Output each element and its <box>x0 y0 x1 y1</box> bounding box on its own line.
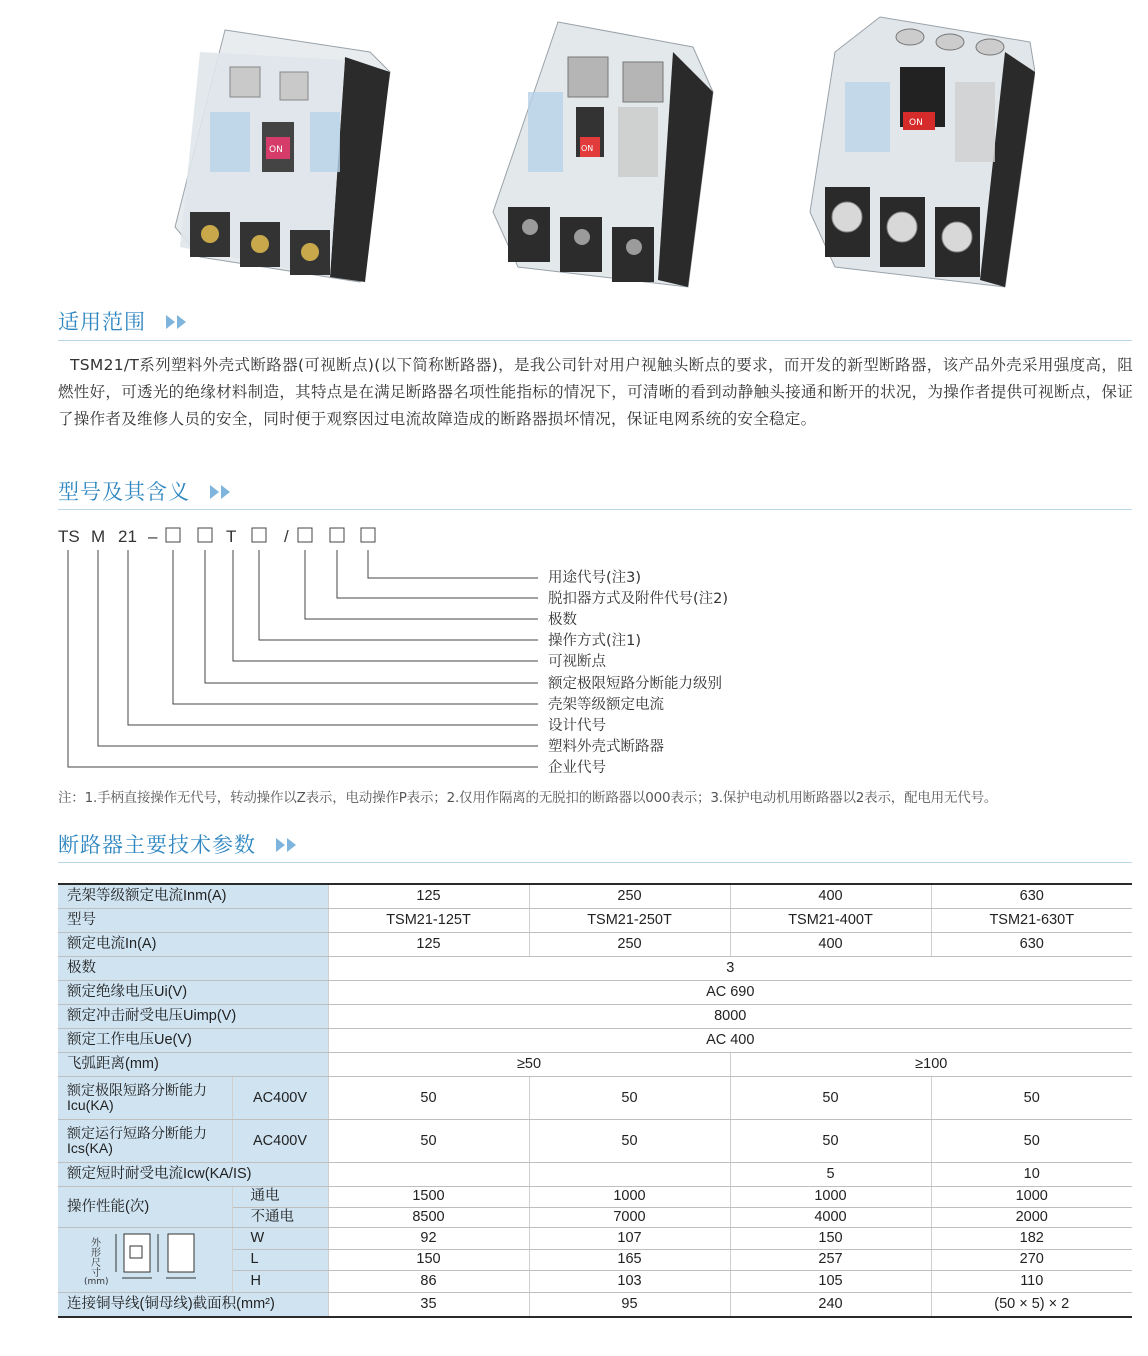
table-cell: 50 <box>730 1077 931 1120</box>
table-cell: 50 <box>529 1120 730 1163</box>
table-cell: (50 × 5) × 2 <box>931 1293 1132 1318</box>
table-row <box>58 909 1132 933</box>
table-cell: 50 <box>328 1077 529 1120</box>
table-cell: 257 <box>730 1249 931 1271</box>
table-row <box>58 884 1132 909</box>
table-row <box>58 1053 1132 1077</box>
row-sublabel: AC400V <box>232 1077 328 1120</box>
table-row <box>58 957 1132 981</box>
code-box <box>298 528 312 542</box>
table-cell: 50 <box>730 1120 931 1163</box>
table-cell: 630 <box>931 933 1132 957</box>
table-cell: AC 400 <box>328 1029 1132 1053</box>
on-label-1: ON <box>269 145 283 155</box>
table-cell: TSM21-630T <box>931 909 1132 933</box>
code-box <box>166 528 180 542</box>
meaning-design-code: 设计代号 <box>548 718 606 734</box>
table-cell: ≥100 <box>730 1053 1132 1077</box>
table-cell: 400 <box>730 933 931 957</box>
meaning-usage: 用途代号(注3) <box>548 570 642 586</box>
table-cell: 250 <box>529 933 730 957</box>
table-cell <box>328 1163 529 1187</box>
scope-paragraph: TSM21/T系列塑料外壳式断路器(可视断点)(以下简称断路器)，是我公司针对用户视触头断点的要求，而开发的新型断路器，该产品外壳采用强度高，阻燃性好，可透光的绝缘材料制造，其特点是在满足断路器名项性能指标的情况下，可清晰的看到动静触头接通和断开的状况，为操作者提供可视断点，保证了操作者及维修人员的安全，同时便于观察因过电流故障造成的断路器损坏情况，保证电网系统的安全稳定。 <box>58 356 1133 428</box>
meaning-mccb: 塑料外壳式断路器 <box>548 739 664 755</box>
section-title-model: 型号及其含义 <box>58 476 232 506</box>
on-label-2: ON <box>581 144 594 153</box>
row-sublabel: L <box>232 1249 328 1271</box>
code-part-ts: TS <box>58 527 80 546</box>
table-row <box>58 1293 1132 1318</box>
row-label: 额定电流In(A) <box>58 933 328 957</box>
table-cell: 3 <box>328 957 1132 981</box>
table-cell: ≥50 <box>328 1053 730 1077</box>
table-cell: 2000 <box>931 1207 1132 1228</box>
table-cell: 150 <box>730 1228 931 1250</box>
table-cell: 8500 <box>328 1207 529 1228</box>
breaker-photo-3 <box>805 12 1035 292</box>
section-divider <box>58 509 1132 510</box>
row-label: 操作性能(次) <box>58 1187 232 1228</box>
table-row <box>58 1077 1132 1120</box>
row-label: 连接铜导线(铜母线)截面积(mm²) <box>58 1293 328 1318</box>
row-label: 型号 <box>58 909 328 933</box>
row-label: 额定工作电压Ue(V) <box>58 1029 328 1053</box>
model-code-diagram <box>58 522 778 780</box>
table-cell: 50 <box>931 1120 1132 1163</box>
meaning-company-code: 企业代号 <box>548 760 606 776</box>
table-cell: 165 <box>529 1249 730 1271</box>
row-label: 额定绝缘电压Ui(V) <box>58 981 328 1005</box>
section-divider <box>58 862 1132 863</box>
table-cell: 1500 <box>328 1187 529 1208</box>
table-cell: 4000 <box>730 1207 931 1228</box>
table-row <box>58 1029 1132 1053</box>
table-cell: 125 <box>328 884 529 909</box>
table-row <box>58 1163 1132 1187</box>
table-cell: 1000 <box>529 1187 730 1208</box>
dims-label <box>58 1228 232 1293</box>
table-cell: 103 <box>529 1271 730 1293</box>
meaning-breaking-level: 额定极限短路分断能力级别 <box>548 676 722 692</box>
double-arrow-icon <box>276 834 298 858</box>
meaning-release: 脱扣器方式及附件代号(注2) <box>548 591 729 607</box>
table-cell: 105 <box>730 1271 931 1293</box>
table-cell: 8000 <box>328 1005 1132 1029</box>
table-cell: 270 <box>931 1249 1132 1271</box>
dims-vertical-label: 外形尺寸 <box>88 1237 100 1277</box>
section-divider <box>58 340 1132 341</box>
table-cell: 400 <box>730 884 931 909</box>
table-cell: 50 <box>328 1120 529 1163</box>
dimension-drawing-icon <box>58 1228 232 1288</box>
code-box <box>330 528 344 542</box>
table-cell: 92 <box>328 1228 529 1250</box>
section-title-params: 断路器主要技术参数 <box>58 829 298 859</box>
table-cell: 1000 <box>730 1187 931 1208</box>
row-label: 额定短时耐受电流Icw(KA/IS) <box>58 1163 328 1187</box>
row-sublabel: H <box>232 1271 328 1293</box>
table-cell: 50 <box>529 1077 730 1120</box>
row-label: 壳架等级额定电流Inm(A) <box>58 884 328 909</box>
table-cell: 150 <box>328 1249 529 1271</box>
code-part-21: 21 <box>118 527 137 546</box>
table-cell: 110 <box>931 1271 1132 1293</box>
table-cell: 240 <box>730 1293 931 1318</box>
row-label: 额定极限短路分断能力Icu(KA) <box>58 1077 232 1120</box>
meaning-visible-break: 可视断点 <box>548 654 606 670</box>
table-cell: 35 <box>328 1293 529 1318</box>
table-cell: AC 690 <box>328 981 1132 1005</box>
double-arrow-icon <box>210 481 232 505</box>
breaker-photo-2 <box>488 12 718 292</box>
table-cell: 1000 <box>931 1187 1132 1208</box>
table-row <box>58 1187 1132 1208</box>
table-cell <box>529 1163 730 1187</box>
table-cell: 95 <box>529 1293 730 1318</box>
table-row <box>58 981 1132 1005</box>
code-part-m: M <box>91 527 106 546</box>
table-cell: 250 <box>529 884 730 909</box>
table-row <box>58 1228 1132 1250</box>
table-cell: 5 <box>730 1163 931 1187</box>
on-label-3: ON <box>909 118 923 128</box>
table-cell: 630 <box>931 884 1132 909</box>
model-note: 注：1.手柄直接操作无代号，转动操作以Z表示，电动操作P表示；2.仅用作隔离的无脱扣的断路器以000表示；3.保护电动机用断路器以2表示，配电用无代号。 <box>58 790 998 806</box>
table-cell: 50 <box>931 1077 1132 1120</box>
table-cell: 86 <box>328 1271 529 1293</box>
table-cell: TSM21-400T <box>730 909 931 933</box>
spec-table <box>58 883 1132 1318</box>
breaker-photo-1 <box>170 12 395 292</box>
table-cell: 7000 <box>529 1207 730 1228</box>
table-cell: TSM21-125T <box>328 909 529 933</box>
code-part-t: T <box>226 527 237 546</box>
row-sublabel: 不通电 <box>232 1207 328 1228</box>
row-label: 飞弧距离(mm) <box>58 1053 328 1077</box>
double-arrow-icon <box>166 311 188 335</box>
table-cell: 107 <box>529 1228 730 1250</box>
code-box <box>361 528 375 542</box>
row-label: 额定冲击耐受电压Uimp(V) <box>58 1005 328 1029</box>
dims-unit: (mm) <box>84 1277 109 1287</box>
meaning-poles: 极数 <box>548 612 577 628</box>
code-part-dash: – <box>148 527 158 546</box>
code-part-slash: / <box>284 527 289 546</box>
table-cell: 125 <box>328 933 529 957</box>
meaning-frame-current: 壳架等级额定电流 <box>548 697 664 713</box>
row-label: 额定运行短路分断能力Ics(KA) <box>58 1120 232 1163</box>
table-row <box>58 1120 1132 1163</box>
meaning-operation: 操作方式(注1) <box>548 633 642 649</box>
table-cell: 10 <box>931 1163 1132 1187</box>
table-cell: 182 <box>931 1228 1132 1250</box>
code-box <box>252 528 266 542</box>
row-sublabel: W <box>232 1228 328 1250</box>
table-cell: TSM21-250T <box>529 909 730 933</box>
table-row <box>58 933 1132 957</box>
section-title-scope: 适用范围 <box>58 306 188 336</box>
row-sublabel: 通电 <box>232 1187 328 1208</box>
row-sublabel: AC400V <box>232 1120 328 1163</box>
table-row <box>58 1005 1132 1029</box>
code-box <box>198 528 212 542</box>
row-label: 极数 <box>58 957 328 981</box>
